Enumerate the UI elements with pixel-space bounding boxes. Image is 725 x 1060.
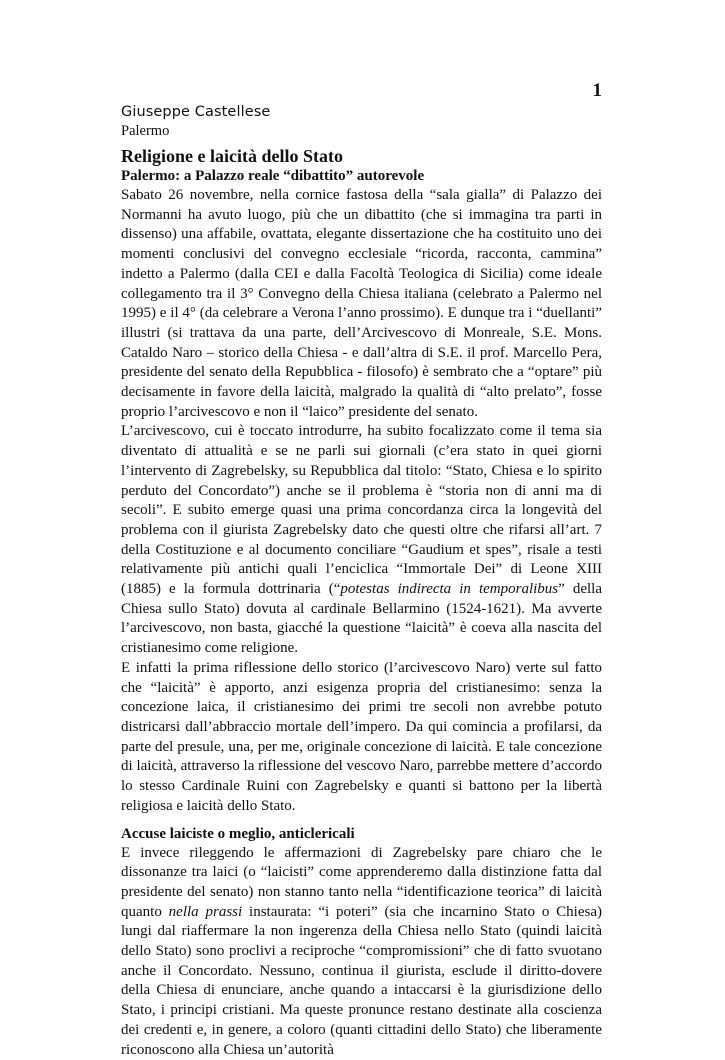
paragraph-2-text-b: ” della Chiesa sullo Stato) dovuta al cardinale Bellarmino (1524-1621). Ma avverte l’arcivescovo, non basta, giacché la questione “laicità” è coeva alla nascita del cristianesimo come religione. <box>121 581 602 656</box>
paragraph-2 <box>121 422 602 658</box>
paragraph-2-text-a: L’arcivescovo, cui è toccato introdurre, ha subito focalizzato come il tema sia diventato di attualità e se ne parli sui giornali (c’era stato in quei giorni l’intervento di Zagrebelsky, su Repubblica dal titolo: “Stato, Chiesa e lo spirito perduto del Concordato”) anche se il problema è “storia non di anni ma di secoli”. E subito emerge quasi una prima concordanza circa la longevità del problema con il giurista Zagrebelsky dato che questi oltre che rifarsi all’art. 7 della Costituzione e al documento conciliare “Gaudium et spes”, risale a testi relativamente più antichi quali l’enciclica “Immortale Dei” di Leone XIII (1885) e la formula dottrinaria (“ <box>121 423 602 597</box>
section-heading-accuse: Accuse laiciste o meglio, anticlericali <box>121 825 602 844</box>
paragraph-4-text-b: instaurata: “i poteri” (sia che incarnino Stato o Chiesa) lungi dal riaffermare la non ingerenza della Chiesa nello Stato (quindi laicità dello Stato) sono proclivi a reciproche “compromissioni” che di fatto svuotano anche il Concordato. Nessuno, continua il giurista, esclude il diritto-dovere della Chiesa di enunciare, anche quando a intaccarsi è la giurisdizione dello Stato, i principi cristiani. Ma queste pronunce restano destinate alla coscienza dei credenti e, in genere, a coloro (quanti cittadini dello Stato) che liberamente riconoscono alla Chiesa un’autorità <box>121 904 602 1058</box>
section-heading-palazzo: Palermo: a Palazzo reale “dibattito” autorevole <box>121 167 602 186</box>
article-body <box>121 145 602 1060</box>
paragraph-4-text-a: E invece rileggendo le affermazioni di Zagrebelsky pare chiaro che le dissonanze tra laici (o “laicisti” come apprenderemo dalla distinzione fatta dal presidente del senato) non stanno tanto nella “identificazione teorica” di laicità quanto <box>121 845 602 920</box>
paragraph-4-italic: nella prassi <box>169 904 243 920</box>
paragraph-1: Sabato 26 novembre, nella cornice fastosa della “sala gialla” di Palazzo dei Normanni ha avuto luogo, più che un dibattito (che si immagina tra parti in dissenso) una affabile, ovattata, elegante dissertazione che ha costituito uno dei momenti conclusivi del convegno ecclesiale “ricorda, racconta, cammina” indetto a Palermo (dalla CEI e dalla Facoltà Teologica di Sicilia) come ideale collegamento tra il 3° Convegno della Chiesa italiana (celebrato a Palermo nel 1995) e il 4° (da celebrare a Verona l’anno prossimo). E dunque tra i “duellanti” illustri (si trattava da una parte, dell’Arcivescovo di Monreale, S.E. Mons. Cataldo Naro – storico della Chiesa - e dall’altra di S.E. il prof. Marcello Pera, presidente del senato della Repubblica - filosofo) è sembrato che a “optare” più decisamente in favore della laicità, malgrado la qualità di “alto prelato”, fosse proprio l’arcivescovo e non il “laico” presidente del senato. <box>121 186 602 422</box>
article-title: Religione e laicità dello Stato <box>121 145 602 167</box>
paragraph-2-italic: potestas indirecta in temporalibus <box>340 581 558 597</box>
author-name: Giuseppe Castellese <box>121 104 270 120</box>
author-city: Palermo <box>121 123 169 140</box>
paragraph-4 <box>121 844 602 1060</box>
paragraph-3: E infatti la prima riflessione dello storico (l’arcivescovo Naro) verte sul fatto che “laicità” è apporto, anzi esigenza propria del cristianesimo: senza la concezione laica, il cristianesimo dei primi tre secoli non avrebbe potuto districarsi dall’abbraccio mortale dell’impero. Da qui comincia a profilarsi, da parte del presule, una, per me, originale concezione di laicità. E tale concezione di laicità, attraverso la riflessione del vescovo Naro, parrebbe mettere d’accordo lo stesso Cardinale Ruini con Zagrebelsky e quanti si battono per la libertà religiosa e laicità dello Stato. <box>121 659 602 817</box>
page-number: 1 <box>593 80 603 102</box>
